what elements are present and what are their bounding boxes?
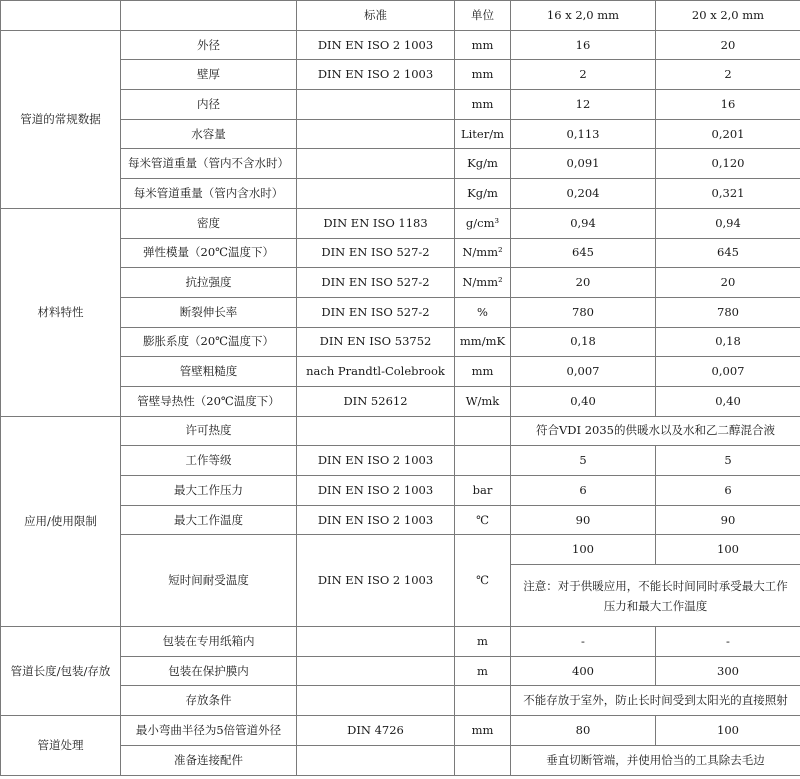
- row-unit: mm: [455, 716, 511, 746]
- table-row: [1, 119, 800, 149]
- row-value-20: 2: [656, 60, 800, 90]
- row-value-16: 0,113: [511, 119, 656, 149]
- row-standard: [297, 90, 455, 120]
- row-standard: [297, 745, 455, 775]
- row-label: 抗拉强度: [121, 268, 297, 298]
- row-standard: [297, 656, 455, 686]
- row-value-16: 0,94: [511, 208, 656, 238]
- row-standard: nach Prandtl-Colebrook: [297, 357, 455, 387]
- row-label: 准备连接配件: [121, 745, 297, 775]
- row-unit: mm: [455, 90, 511, 120]
- row-value-16: 0,091: [511, 149, 656, 179]
- row-value-16: 12: [511, 90, 656, 120]
- row-value-20: 0,40: [656, 386, 800, 416]
- row-label: 存放条件: [121, 686, 297, 716]
- row-unit: ℃: [455, 535, 511, 627]
- row-value-20: 0,007: [656, 357, 800, 387]
- table-row: [1, 656, 800, 686]
- table-row: [1, 686, 800, 716]
- row-value-20: 645: [656, 238, 800, 268]
- row-note: 注意：对于供暖应用，不能长时间同时承受最大工作压力和最大工作温度: [511, 565, 800, 627]
- table-row: [1, 446, 800, 476]
- table-row: [1, 90, 800, 120]
- row-span-value: 垂直切断管端，并使用恰当的工具除去毛边: [511, 745, 800, 775]
- row-unit: %: [455, 297, 511, 327]
- row-standard: [297, 416, 455, 446]
- row-unit: mm: [455, 30, 511, 60]
- row-value-16: 80: [511, 716, 656, 746]
- group-processing: 管道处理: [1, 716, 121, 775]
- row-label: 外径: [121, 30, 297, 60]
- row-standard: DIN EN ISO 2 1003: [297, 476, 455, 506]
- row-value-20: 16: [656, 90, 800, 120]
- table-row: [1, 268, 800, 298]
- row-value-16: 0,40: [511, 386, 656, 416]
- table-row: [1, 357, 800, 387]
- table-row: [1, 716, 800, 746]
- row-value-16: -: [511, 627, 656, 657]
- row-value-16: 6: [511, 476, 656, 506]
- row-value-16: 645: [511, 238, 656, 268]
- group-application: 应用/使用限制: [1, 416, 121, 626]
- row-span-value: 不能存放于室外，防止长时间受到太阳光的直接照射: [511, 686, 800, 716]
- row-label: 每米管道重量（管内含水时）: [121, 179, 297, 209]
- row-standard: DIN EN ISO 2 1003: [297, 30, 455, 60]
- row-value-20: -: [656, 627, 800, 657]
- row-label: 管壁粗糙度: [121, 357, 297, 387]
- row-label: 每米管道重量（管内不含水时）: [121, 149, 297, 179]
- row-label: 断裂伸长率: [121, 297, 297, 327]
- row-label: 管壁导热性（20℃温度下）: [121, 386, 297, 416]
- row-unit: Liter/m: [455, 119, 511, 149]
- table-row: [1, 208, 800, 238]
- row-value-16: 780: [511, 297, 656, 327]
- header-unit: 单位: [455, 1, 511, 31]
- row-value-20: 0,94: [656, 208, 800, 238]
- row-label: 包装在保护膜内: [121, 656, 297, 686]
- row-label: 弹性模量（20℃温度下）: [121, 238, 297, 268]
- row-unit: mm: [455, 357, 511, 387]
- row-label: 密度: [121, 208, 297, 238]
- row-unit: bar: [455, 476, 511, 506]
- row-value-16: 5: [511, 446, 656, 476]
- row-span-value: 符合VDI 2035的供暖水以及水和乙二醇混合液: [511, 416, 800, 446]
- table-row: [1, 505, 800, 535]
- table-row: [1, 476, 800, 506]
- row-label: 膨胀系度（20℃温度下）: [121, 327, 297, 357]
- row-value-16: 400: [511, 656, 656, 686]
- row-unit: N/mm²: [455, 238, 511, 268]
- table-row: [1, 327, 800, 357]
- row-unit: [455, 446, 511, 476]
- row-unit: ℃: [455, 505, 511, 535]
- row-value-20: 780: [656, 297, 800, 327]
- table-row: [1, 30, 800, 60]
- row-value-16: 0,007: [511, 357, 656, 387]
- row-value-20: 100: [656, 716, 800, 746]
- row-standard: DIN EN ISO 527-2: [297, 268, 455, 298]
- row-value-20: 0,201: [656, 119, 800, 149]
- table-row: [1, 386, 800, 416]
- row-unit: N/mm²: [455, 268, 511, 298]
- row-standard: DIN 4726: [297, 716, 455, 746]
- group-general: 管道的常规数据: [1, 30, 121, 208]
- row-value-20: 6: [656, 476, 800, 506]
- row-unit: g/cm³: [455, 208, 511, 238]
- row-standard: [297, 119, 455, 149]
- row-standard: DIN EN ISO 2 1003: [297, 505, 455, 535]
- row-unit: mm: [455, 60, 511, 90]
- row-unit: m: [455, 656, 511, 686]
- table-row: [1, 297, 800, 327]
- table-row: [1, 149, 800, 179]
- row-standard: DIN EN ISO 53752: [297, 327, 455, 357]
- row-value-20: 0,120: [656, 149, 800, 179]
- row-label: 最大工作温度: [121, 505, 297, 535]
- row-unit: [455, 416, 511, 446]
- header-property-cell: [121, 1, 297, 31]
- row-value-20: 0,18: [656, 327, 800, 357]
- row-label: 水容量: [121, 119, 297, 149]
- header-size-20: 20 x 2,0 mm: [656, 1, 800, 31]
- row-label: 内径: [121, 90, 297, 120]
- row-value-20: 20: [656, 30, 800, 60]
- row-value-16: 20: [511, 268, 656, 298]
- row-unit: [455, 745, 511, 775]
- row-value-16: 16: [511, 30, 656, 60]
- row-standard: [297, 179, 455, 209]
- table-row: [1, 745, 800, 775]
- row-unit: m: [455, 627, 511, 657]
- row-unit: W/mk: [455, 386, 511, 416]
- table-row: [1, 627, 800, 657]
- row-value-20: 5: [656, 446, 800, 476]
- table-row: [1, 535, 800, 565]
- group-material: 材料特性: [1, 208, 121, 416]
- row-value-16: 90: [511, 505, 656, 535]
- row-value-20: 300: [656, 656, 800, 686]
- row-value-20: 90: [656, 505, 800, 535]
- group-packaging: 管道长度/包装/存放: [1, 627, 121, 716]
- row-value-16: 2: [511, 60, 656, 90]
- row-value-20: 20: [656, 268, 800, 298]
- row-value-16: 0,204: [511, 179, 656, 209]
- header-size-16: 16 x 2,0 mm: [511, 1, 656, 31]
- row-label: 最大工作压力: [121, 476, 297, 506]
- table-row: [1, 60, 800, 90]
- header-group-cell: [1, 1, 121, 31]
- row-standard: [297, 686, 455, 716]
- row-label: 壁厚: [121, 60, 297, 90]
- table-row: [1, 238, 800, 268]
- row-unit: Kg/m: [455, 149, 511, 179]
- row-standard: DIN EN ISO 527-2: [297, 238, 455, 268]
- row-standard: [297, 627, 455, 657]
- table-row: [1, 179, 800, 209]
- row-label: 短时间耐受温度: [121, 535, 297, 627]
- row-standard: DIN EN ISO 2 1003: [297, 60, 455, 90]
- row-label: 工作等级: [121, 446, 297, 476]
- row-label: 包装在专用纸箱内: [121, 627, 297, 657]
- row-standard: DIN EN ISO 2 1003: [297, 446, 455, 476]
- row-value-16: 0,18: [511, 327, 656, 357]
- header-standard: 标准: [297, 1, 455, 31]
- header-row: [1, 1, 800, 31]
- row-label: 最小弯曲半径为5倍管道外径: [121, 716, 297, 746]
- row-unit: [455, 686, 511, 716]
- table-row: [1, 416, 800, 446]
- row-standard: [297, 149, 455, 179]
- row-unit: Kg/m: [455, 179, 511, 209]
- row-value-20: 100: [656, 535, 800, 565]
- row-standard: DIN EN ISO 527-2: [297, 297, 455, 327]
- row-standard: DIN EN ISO 2 1003: [297, 535, 455, 627]
- row-unit: mm/mK: [455, 327, 511, 357]
- row-value-16: 100: [511, 535, 656, 565]
- row-value-20: 0,321: [656, 179, 800, 209]
- row-label: 许可热度: [121, 416, 297, 446]
- row-standard: DIN 52612: [297, 386, 455, 416]
- row-standard: DIN EN ISO 1183: [297, 208, 455, 238]
